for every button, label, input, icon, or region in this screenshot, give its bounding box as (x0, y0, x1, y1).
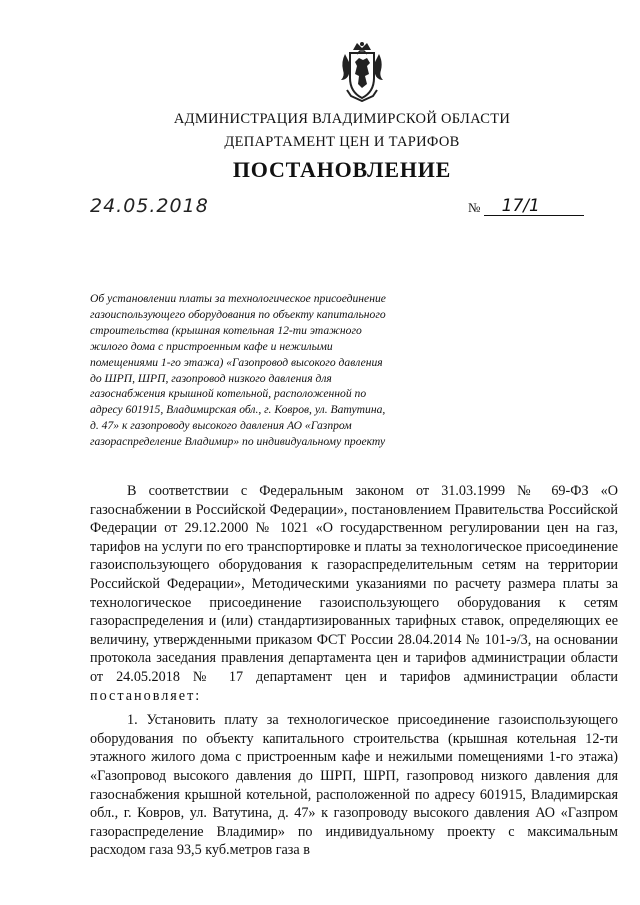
document-date: 24.05.2018 (90, 195, 209, 217)
organization-name: АДМИНИСТРАЦИЯ ВЛАДИМИРСКОЙ ОБЛАСТИ (173, 111, 511, 127)
coat-of-arms-emblem (337, 40, 387, 102)
clause-1-paragraph: 1. Установить плату за технологическое присоединение газоиспользующего оборудования по объекту капитального строительства (крышная котельная 12-ти этажного жилого дома с пристроенным кафе и нежилыми помещениями 1-го этажа) «Газопровод высокого давления до ШРП, ШРП, газопровод низкого давления для газоснабжения крышной котельной, расположенной по адресу 601915, Владимирская обл., г. Ковров, ул. Ватутина, д. 47» к газопроводу высокого давления АО «Газпром газораспределение Владимир» по индивидуальному проекту с максимальным расходом газа 93,5 куб.метров газа в (90, 712, 618, 859)
document-subject: Об установлении платы за технологическое присоединение газоиспользующего оборудования по объекту капитального строительства (крышная котельная 12-ти этажного жилого дома с пристроенным кафе и нежилыми помещениями 1-го этажа) «Газопровод высокого давления до ШРП, ШРП, газопровод низкого давления для газоснабжения крышной котельной, расположенной по адресу 601915, Владимирская обл., г. Ковров, ул. Ватутина, д. 47» к газопроводу высокого давления АО «Газпром газораспределение Владимир» по индивидуальному проекту (90, 292, 386, 449)
number-label: № (468, 200, 481, 215)
department-name: ДЕПАРТАМЕНТ ЦЕН И ТАРИФОВ (224, 134, 460, 150)
document-number-field (468, 197, 584, 216)
document-number: 17/1 (484, 197, 584, 216)
preamble-text: В соответствии с Федеральным законом от 31.03.1999 № 69-ФЗ «О газоснабжении в Российской Федерации», постановлением Правительства Российской Федерации от 29.12.2000 № 1021 «О государственном регулировании цен на газ, тарифов на услуги по его транспортировке и платы за технологическое присоединение газоиспользующего оборудования к газораспределительным сетям на территории Российской Федерации», Методическими указаниями по расчету размера платы за технологическое присоединение газоиспользующего оборудования к сетям газораспределения и (или) стандартизированных тарифных ставок, определяющих ее величину, утвержденными приказом ФСТ России 28.04.2014 № 101-э/3, на основании протокола заседания правления департамента цен и тарифов администрации области от 24.05.2018 № 17 департамент цен и тарифов администрации области (90, 483, 618, 685)
preamble-paragraph (90, 482, 618, 705)
decree-word: постановляет: (90, 687, 202, 704)
document-body (90, 482, 618, 860)
document-title: ПОСТАНОВЛЕНИЕ (232, 157, 452, 182)
